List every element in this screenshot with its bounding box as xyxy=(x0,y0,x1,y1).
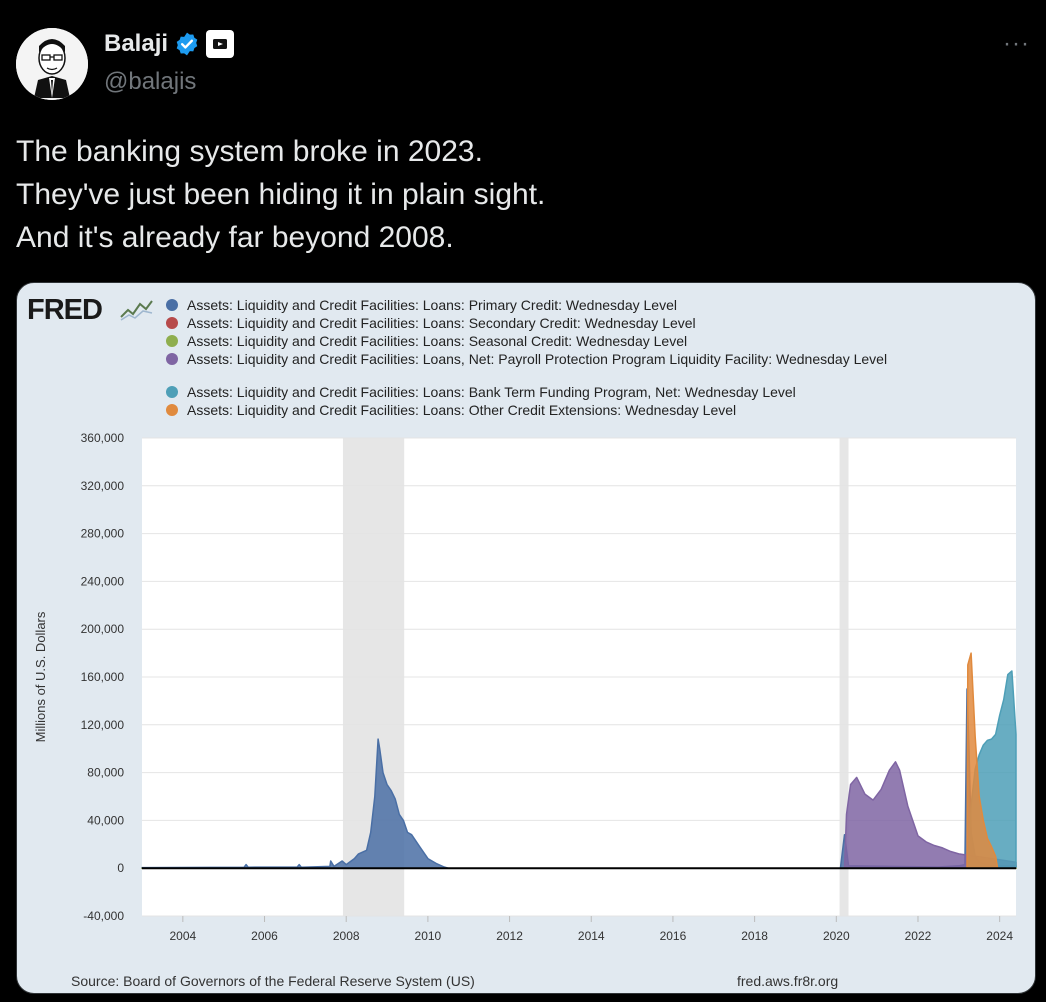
legend-label: Assets: Liquidity and Credit Facilities: Loans: Secondary Credit: Wednesday Level xyxy=(187,315,696,331)
verified-badge-icon xyxy=(174,31,200,57)
y-tick-label: 280,000 xyxy=(80,526,124,541)
y-tick-label: 240,000 xyxy=(80,574,124,589)
tweet-line: They've just been hiding it in plain sight. xyxy=(16,178,546,211)
x-tick-label: 2020 xyxy=(822,929,850,943)
fred-logo-graph-icon xyxy=(120,297,153,321)
y-tick-label: 160,000 xyxy=(80,670,124,684)
y-tick-label: 0 xyxy=(117,861,124,876)
affiliation-logo-icon xyxy=(212,37,228,51)
more-options-icon[interactable]: ··· xyxy=(1003,30,1030,57)
author-name[interactable]: Balaji xyxy=(104,30,169,57)
tweet-text xyxy=(16,130,545,259)
y-tick-label: 320,000 xyxy=(80,478,124,493)
y-tick-label: 120,000 xyxy=(80,717,124,732)
y-axis-label: Millions of U.S. Dollars xyxy=(33,611,48,743)
x-tick-label: 2006 xyxy=(251,929,278,943)
tweet-line: The banking system broke in 2023. xyxy=(16,135,483,168)
y-axis-ticks xyxy=(81,431,125,923)
tweet-line: And it's already far beyond 2008. xyxy=(16,221,454,254)
y-tick-label: 360,000 xyxy=(80,431,124,445)
author-handle[interactable]: @balajis xyxy=(104,68,197,95)
legend-label: Assets: Liquidity and Credit Facilities: Loans: Bank Term Funding Program, Net: Wednesday Level xyxy=(187,384,796,400)
legend-marker xyxy=(166,317,178,329)
avatar[interactable] xyxy=(16,28,88,100)
fred-logo-text: FRED xyxy=(27,294,102,326)
chart-source: Source: Board of Governors of the Federal Reserve System (US) xyxy=(71,973,475,989)
x-tick-label: 2012 xyxy=(496,929,523,943)
affiliation-icon[interactable] xyxy=(206,30,234,58)
legend-marker xyxy=(166,386,178,398)
legend-label: Assets: Liquidity and Credit Facilities: Loans: Other Credit Extensions: Wednesday Level xyxy=(187,402,737,418)
legend-marker xyxy=(166,335,178,347)
x-tick-label: 2008 xyxy=(332,929,360,943)
x-tick-label: 2004 xyxy=(169,929,197,943)
y-tick-label: -40,000 xyxy=(83,909,124,923)
x-tick-label: 2016 xyxy=(659,929,687,943)
legend-marker xyxy=(166,353,178,365)
author-name-row xyxy=(104,30,234,58)
x-tick-label: 2018 xyxy=(741,929,768,943)
avatar-illustration xyxy=(16,28,88,100)
legend-label: Assets: Liquidity and Credit Facilities: Loans, Net: Payroll Protection Program Liquidity Facility: Wednesday Level xyxy=(187,351,888,367)
legend-marker xyxy=(166,299,178,311)
tweet-media-image[interactable] xyxy=(16,282,1036,994)
x-tick-label: 2010 xyxy=(414,929,442,943)
fred-chart xyxy=(17,283,1036,994)
chart-legend xyxy=(166,297,887,418)
legend-label: Assets: Liquidity and Credit Facilities: Loans: Primary Credit: Wednesday Level xyxy=(187,297,677,313)
legend-label: Assets: Liquidity and Credit Facilities: Loans: Seasonal Credit: Wednesday Level xyxy=(187,333,688,349)
x-tick-label: 2014 xyxy=(577,929,605,943)
y-tick-label: 200,000 xyxy=(80,622,124,637)
x-tick-label: 2022 xyxy=(904,929,932,943)
x-tick-label: 2024 xyxy=(986,929,1014,943)
y-tick-label: 40,000 xyxy=(87,813,124,828)
y-tick-label: 80,000 xyxy=(87,765,124,780)
chart-site: fred.aws.fr8r.org xyxy=(737,973,839,989)
x-axis-ticks xyxy=(169,916,1013,943)
legend-marker xyxy=(166,404,178,416)
